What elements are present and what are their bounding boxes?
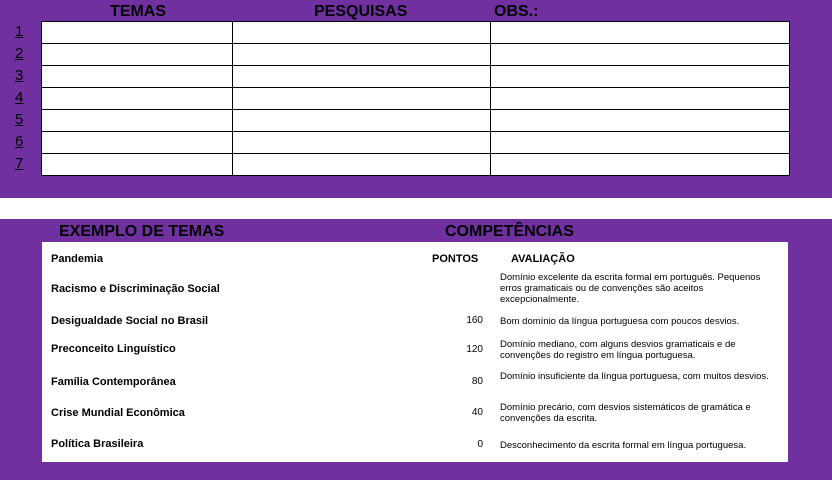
tema-cell[interactable] bbox=[42, 154, 233, 176]
tema-cell[interactable] bbox=[42, 44, 233, 66]
temas-header: TEMAS bbox=[110, 3, 166, 20]
pontos-value: 160 bbox=[466, 315, 483, 326]
row-number-2[interactable]: 2 bbox=[15, 45, 24, 62]
avaliacao-text: Domínio mediano, com alguns desvios gramaticais e de convenções do registro em língua portuguesa. bbox=[500, 339, 736, 361]
planning-table bbox=[41, 21, 790, 176]
pontos-value: 80 bbox=[471, 376, 483, 387]
avaliacao-text: Domínio insuficiente da língua portuguesa, com muitos desvios. bbox=[500, 371, 769, 382]
table-row bbox=[42, 22, 790, 44]
row-number-3[interactable]: 3 bbox=[15, 67, 24, 84]
row-number-5[interactable]: 5 bbox=[15, 111, 24, 128]
obs-cell[interactable] bbox=[491, 132, 790, 154]
theme-item: Crise Mundial Econômica bbox=[51, 407, 185, 419]
pesquisa-cell[interactable] bbox=[233, 154, 491, 176]
table-row bbox=[42, 66, 790, 88]
row-number-1[interactable]: 1 bbox=[15, 23, 24, 40]
theme-item: Família Contemporânea bbox=[51, 376, 176, 388]
theme-item: Racismo e Discriminação Social bbox=[51, 283, 220, 295]
pesquisa-cell[interactable] bbox=[233, 110, 491, 132]
row-number-6[interactable]: 6 bbox=[15, 133, 24, 150]
theme-item: Pandemia bbox=[51, 253, 103, 265]
theme-item: Preconceito Linguístico bbox=[51, 343, 176, 355]
exemplo-temas-title: EXEMPLO DE TEMAS bbox=[59, 223, 225, 240]
avaliacao-text: Domínio excelente da escrita formal em português. Pequenos erros gramaticais ou de convenções são aceitos excepcionalmente. bbox=[500, 272, 761, 305]
table-row bbox=[42, 132, 790, 154]
competencias-title: COMPETÊNCIAS bbox=[445, 223, 574, 240]
obs-cell[interactable] bbox=[491, 110, 790, 132]
pesquisa-cell[interactable] bbox=[233, 132, 491, 154]
pontos-value: 40 bbox=[471, 407, 483, 418]
table-row bbox=[42, 154, 790, 176]
tema-cell[interactable] bbox=[42, 132, 233, 154]
pesquisa-cell[interactable] bbox=[233, 44, 491, 66]
theme-item: Política Brasileira bbox=[51, 438, 144, 450]
obs-header: OBS.: bbox=[494, 3, 539, 20]
tema-cell[interactable] bbox=[42, 88, 233, 110]
avaliacao-text: Domínio precário, com desvios sistemáticos de gramática e convenções da escrita. bbox=[500, 402, 751, 424]
pesquisa-cell[interactable] bbox=[233, 88, 491, 110]
pesquisa-cell[interactable] bbox=[233, 22, 491, 44]
pesquisas-header: PESQUISAS bbox=[314, 3, 408, 20]
table-row bbox=[42, 110, 790, 132]
theme-item: Desigualdade Social no Brasil bbox=[51, 315, 209, 327]
obs-cell[interactable] bbox=[491, 66, 790, 88]
row-number-4[interactable]: 4 bbox=[15, 89, 24, 106]
table-row bbox=[42, 88, 790, 110]
tema-cell[interactable] bbox=[42, 22, 233, 44]
avaliacao-text: Desconhecimento da escrita formal em língua portuguesa. bbox=[500, 440, 747, 451]
avaliacao-text: Bom domínio da língua portuguesa com poucos desvios. bbox=[500, 316, 740, 327]
table-row bbox=[42, 44, 790, 66]
obs-cell[interactable] bbox=[491, 22, 790, 44]
tema-cell[interactable] bbox=[42, 66, 233, 88]
avaliacao-header: AVALIAÇÃO bbox=[511, 253, 575, 265]
pesquisa-cell[interactable] bbox=[233, 66, 491, 88]
pontos-value: 120 bbox=[466, 344, 483, 355]
row-number-7[interactable]: 7 bbox=[15, 155, 24, 172]
pontos-value: 0 bbox=[477, 439, 483, 450]
tema-cell[interactable] bbox=[42, 110, 233, 132]
obs-cell[interactable] bbox=[491, 154, 790, 176]
obs-cell[interactable] bbox=[491, 44, 790, 66]
pontos-header: PONTOS bbox=[432, 253, 479, 265]
obs-cell[interactable] bbox=[491, 88, 790, 110]
